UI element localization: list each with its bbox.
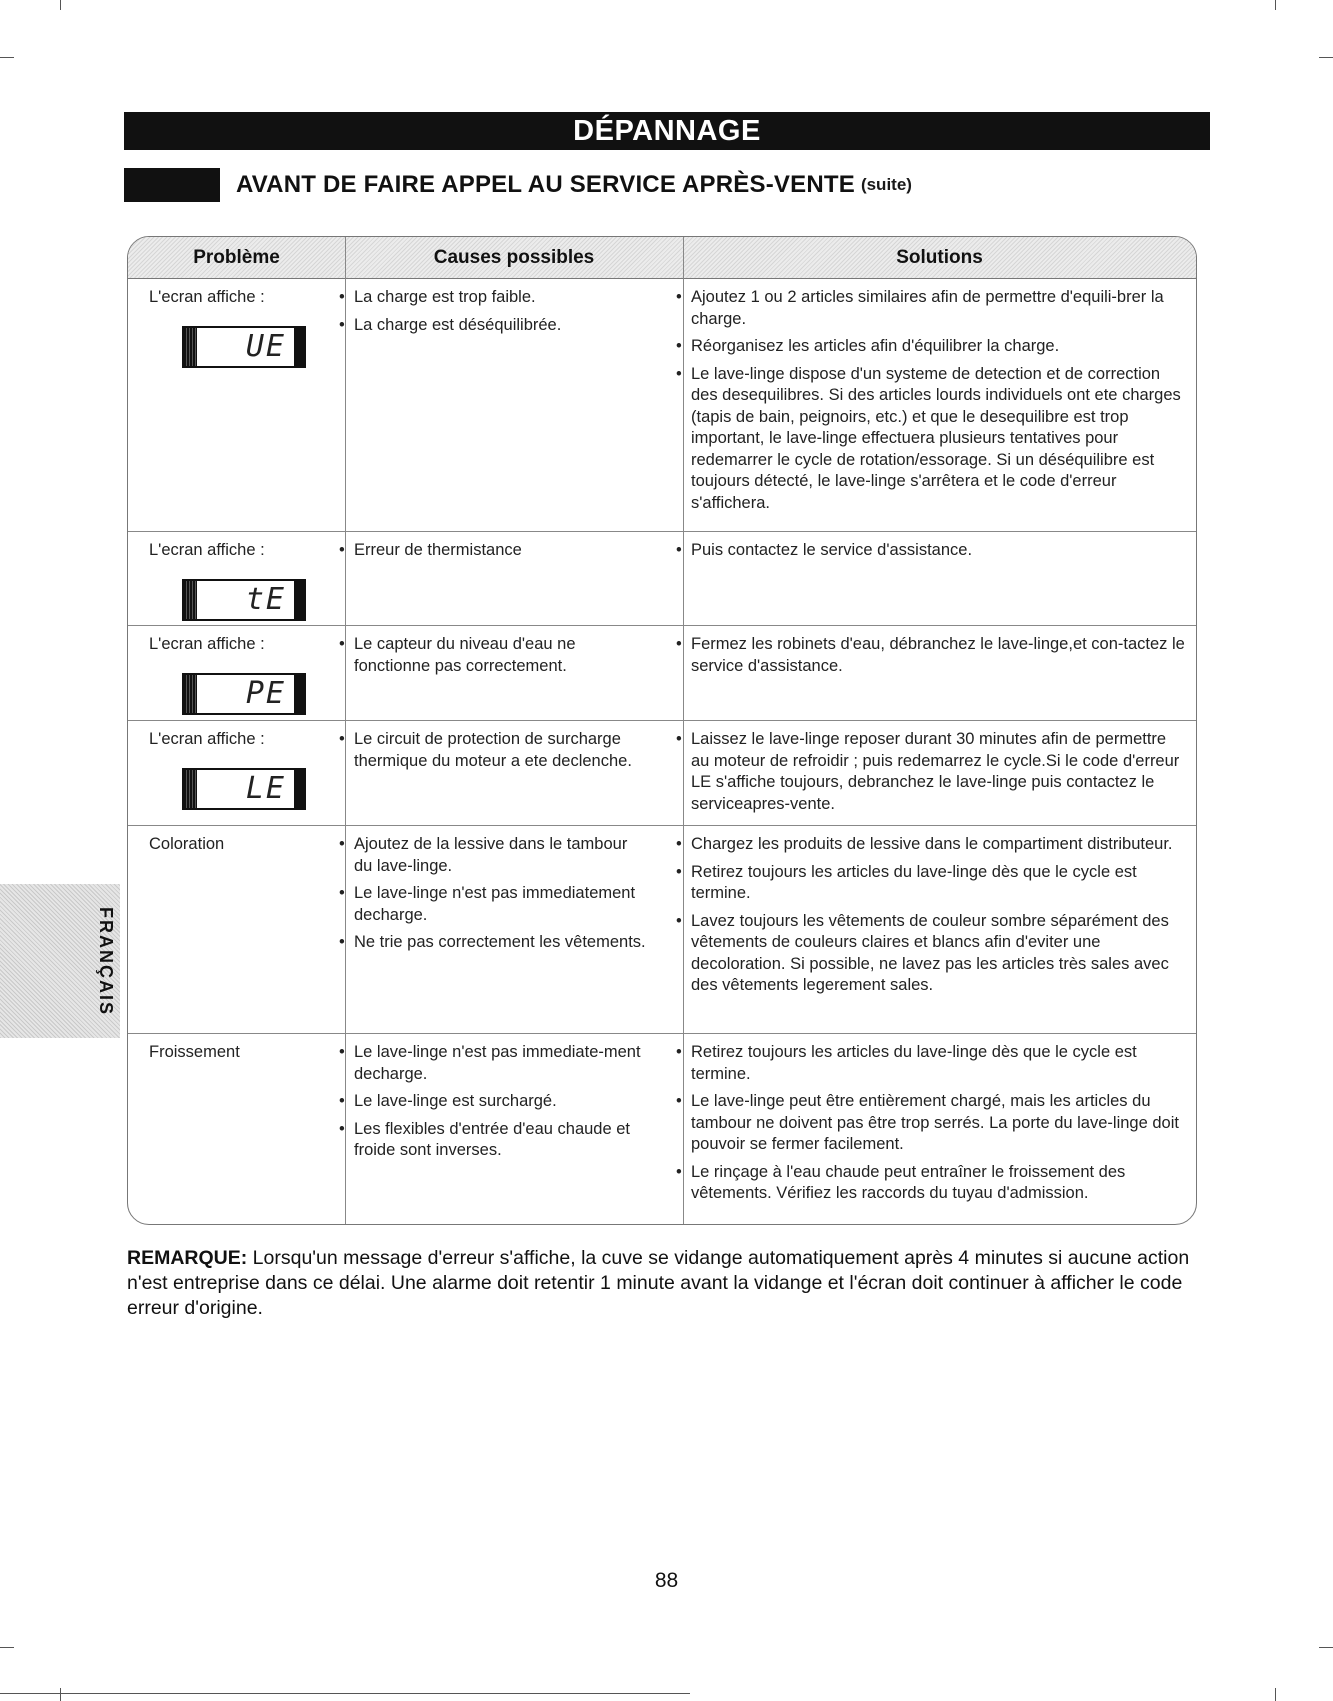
bullet-item <box>676 1091 1188 1156</box>
crop-mark <box>0 57 14 58</box>
bullet-text: Le capteur du niveau d'eau ne fonctionne pas correctement. <box>354 635 576 675</box>
bullet-item <box>339 729 649 772</box>
bullet-text: Fermez les robinets d'eau, débranchez le lave-linge,et con-tactez le service d'assistance. <box>691 635 1185 675</box>
error-code: tE <box>245 581 286 617</box>
crop-mark <box>1319 1647 1333 1648</box>
bullet-item <box>339 287 649 309</box>
bullet-text: La charge est déséquilibrée. <box>354 315 562 334</box>
crop-mark <box>60 1688 61 1701</box>
bullet-text: Réorganisez les articles afin d'équilibrer la charge. <box>691 337 1060 355</box>
error-code: UE <box>245 328 286 364</box>
bullet-icon: • <box>676 835 682 853</box>
solutions-cell <box>676 531 1188 568</box>
language-tab-label: FRANÇAIS <box>96 906 116 1016</box>
header-solutions: Solutions <box>896 247 983 268</box>
bullet-item <box>676 287 1188 330</box>
bullet-item <box>339 834 649 877</box>
bullet-icon: • <box>339 541 345 559</box>
bullet-icon: • <box>676 862 682 881</box>
bullet-icon: • <box>676 730 682 748</box>
table-row <box>128 825 1196 1034</box>
remark-text: Lorsqu'un message d'erreur s'affiche, la cuve se vidange automatiquement après 4 minutes si aucune action n'est entreprise dans ce délai. Une alarme doit retentir 1 minute avant la vidange et l'écran doit continuer à afficher le code erreur d'origine. <box>127 1247 1190 1319</box>
bullet-text: Erreur de thermistance <box>354 541 522 559</box>
crop-mark <box>1275 0 1276 10</box>
error-code-display <box>182 579 306 621</box>
error-code-display <box>182 768 306 810</box>
solutions-cell <box>676 720 1188 821</box>
bullet-text: Les flexibles d'entrée d'eau chaude et froide sont inverses. <box>354 1119 630 1159</box>
bullet-text: Le lave-linge peut être entièrement chargé, mais les articles du tambour ne doivent pas être trop serrés. La porte du lave-linge doit pouvoir se fermer facilement. <box>691 1092 1179 1153</box>
bullet-icon: • <box>676 288 682 306</box>
crop-mark <box>1319 57 1333 58</box>
table-row <box>128 1033 1196 1224</box>
bullet-icon: • <box>339 635 345 653</box>
page-number: 88 <box>654 1569 679 1592</box>
solutions-cell <box>676 1033 1188 1211</box>
problem-label: Froissement <box>149 1043 240 1061</box>
bullet-item <box>676 634 1188 677</box>
bullet-icon: • <box>339 835 345 853</box>
bullet-icon: • <box>339 884 345 902</box>
bullet-item <box>339 540 649 562</box>
bullet-text: Ajoutez 1 ou 2 articles similaires afin de permettre d'equili-brer la charge. <box>691 288 1164 328</box>
solutions-cell <box>676 625 1188 683</box>
crop-mark <box>1275 1688 1276 1701</box>
crop-mark <box>60 0 61 10</box>
problem-cell <box>149 1033 319 1064</box>
table-header <box>128 237 1196 279</box>
causes-cell <box>339 720 649 778</box>
error-code-display <box>182 326 306 368</box>
error-code: LE <box>245 770 286 806</box>
problem-cell <box>149 825 319 856</box>
solutions-cell <box>676 825 1188 1003</box>
causes-cell <box>339 625 649 683</box>
bullet-text: Laissez le lave-linge reposer durant 30 minutes afin de permettre au moteur de refroidir ; puis redemarrez le cycle.Si le code d'erreur LE s'affiche toujours, debranchez le lave-linge puis contactez le serviceapres-vente. <box>691 730 1180 813</box>
problem-cell <box>149 531 319 621</box>
bullet-text: Le circuit de protection de surcharge thermique du moteur a ete declenche. <box>354 730 632 770</box>
bullet-text: Retirez toujours les articles du lave-linge dès que le cycle est termine. <box>691 1043 1137 1083</box>
bullet-text: Le rinçage à l'eau chaude peut entraîner le froissement des vêtements. Vérifiez les raccords du tuyau d'admission. <box>691 1162 1126 1202</box>
bullet-item <box>339 634 649 677</box>
bullet-text: Retirez toujours les articles du lave-linge dès que le cycle est termine. <box>691 862 1137 902</box>
bullet-icon: • <box>339 1119 345 1138</box>
error-code: PE <box>245 675 286 711</box>
crop-mark <box>0 1647 14 1648</box>
bullet-icon: • <box>676 541 682 559</box>
bullet-item <box>339 1119 649 1162</box>
problem-label: Coloration <box>149 835 225 853</box>
bullet-text: Le lave-linge n'est pas immediate-ment decharge. <box>354 1043 641 1083</box>
bullet-icon: • <box>339 1043 345 1061</box>
bullet-icon: • <box>676 364 682 383</box>
page-banner: DÉPANNAGE <box>124 112 1210 150</box>
bullet-text: Lavez toujours les vêtements de couleur sombre séparément des vêtements de couleurs claires et blancs afin d'eviter une decoloration. Si possible, ne lavez pas les articles très sales avec des vêtements legerement sales. <box>691 911 1169 994</box>
bullet-item <box>339 1042 649 1085</box>
language-tab <box>0 884 120 1038</box>
bullet-icon: • <box>676 1162 682 1181</box>
bullet-text: Le lave-linge dispose d'un systeme de detection et de correction des desequilibres. Si des articles lourds individuels ont ete charges (tapis de bain, peignoirs, etc.) et que le desequilibre est trop important, le lave-linge effectuera plusieurs tentatives pour redemarrer le cycle de rotation/essorage. Si un déséquilibre est toujours détecté, le lave-linge s'arrêtera et le code d'erreur s'affichera. <box>691 364 1181 512</box>
bullet-text: Le lave-linge n'est pas immediatement decharge. <box>354 884 636 924</box>
bullet-item <box>339 932 649 954</box>
table-row <box>128 278 1196 532</box>
solutions-cell <box>676 278 1188 520</box>
bullet-item <box>676 834 1188 856</box>
table-row <box>128 625 1196 721</box>
remark-label: REMARQUE: <box>127 1247 248 1269</box>
causes-cell <box>339 531 649 568</box>
bullet-item <box>676 1042 1188 1085</box>
bullet-text: Chargez les produits de lessive dans le compartiment distributeur. <box>691 835 1173 853</box>
bullet-icon: • <box>676 635 682 653</box>
bullet-text: Puis contactez le service d'assistance. <box>691 541 973 559</box>
remark-note <box>127 1246 1212 1321</box>
bullet-item <box>676 862 1188 905</box>
troubleshooting-table <box>127 236 1197 1225</box>
causes-cell <box>339 278 649 342</box>
bullet-item <box>676 364 1188 515</box>
bullet-text: Ne trie pas correctement les vêtements. <box>354 933 646 951</box>
bullet-icon: • <box>676 911 682 930</box>
bullet-icon: • <box>339 933 345 951</box>
problem-cell <box>149 278 319 368</box>
problem-cell <box>149 720 319 810</box>
bullet-item <box>676 540 1188 562</box>
problem-cell <box>149 625 319 715</box>
bullet-icon: • <box>676 337 682 355</box>
section-suffix: (suite) <box>860 175 912 194</box>
bullet-icon: • <box>339 1092 345 1110</box>
bullet-item <box>676 911 1188 997</box>
bullet-item <box>339 315 649 337</box>
bullet-text: La charge est trop faible. <box>354 288 536 306</box>
table-row <box>128 531 1196 626</box>
problem-label: L'ecran affiche : <box>149 541 265 559</box>
problem-label: L'ecran affiche : <box>149 635 265 653</box>
problem-label: L'ecran affiche : <box>149 288 265 306</box>
causes-cell <box>339 825 649 960</box>
heading-block <box>124 168 220 202</box>
bullet-icon: • <box>339 288 345 306</box>
bullet-item <box>339 883 649 926</box>
bullet-icon: • <box>339 730 345 748</box>
bullet-item <box>676 729 1188 815</box>
causes-cell <box>339 1033 649 1168</box>
bullet-item <box>676 1162 1188 1205</box>
bullet-item <box>676 336 1188 358</box>
table-row <box>128 720 1196 826</box>
header-problem: Problème <box>193 247 280 268</box>
bullet-text: Le lave-linge est surchargé. <box>354 1092 557 1110</box>
error-code-display <box>182 673 306 715</box>
section-heading <box>124 168 912 202</box>
bullet-item <box>339 1091 649 1113</box>
bottom-rule <box>0 1693 690 1694</box>
bullet-icon: • <box>676 1092 682 1110</box>
section-title: AVANT DE FAIRE APPEL AU SERVICE APRÈS-VENTE <box>236 171 855 198</box>
bullet-text: Ajoutez de la lessive dans le tambour du lave-linge. <box>354 835 628 875</box>
bullet-icon: • <box>339 315 345 334</box>
header-causes: Causes possibles <box>433 247 595 268</box>
bullet-icon: • <box>676 1043 682 1061</box>
problem-label: L'ecran affiche : <box>149 730 265 748</box>
